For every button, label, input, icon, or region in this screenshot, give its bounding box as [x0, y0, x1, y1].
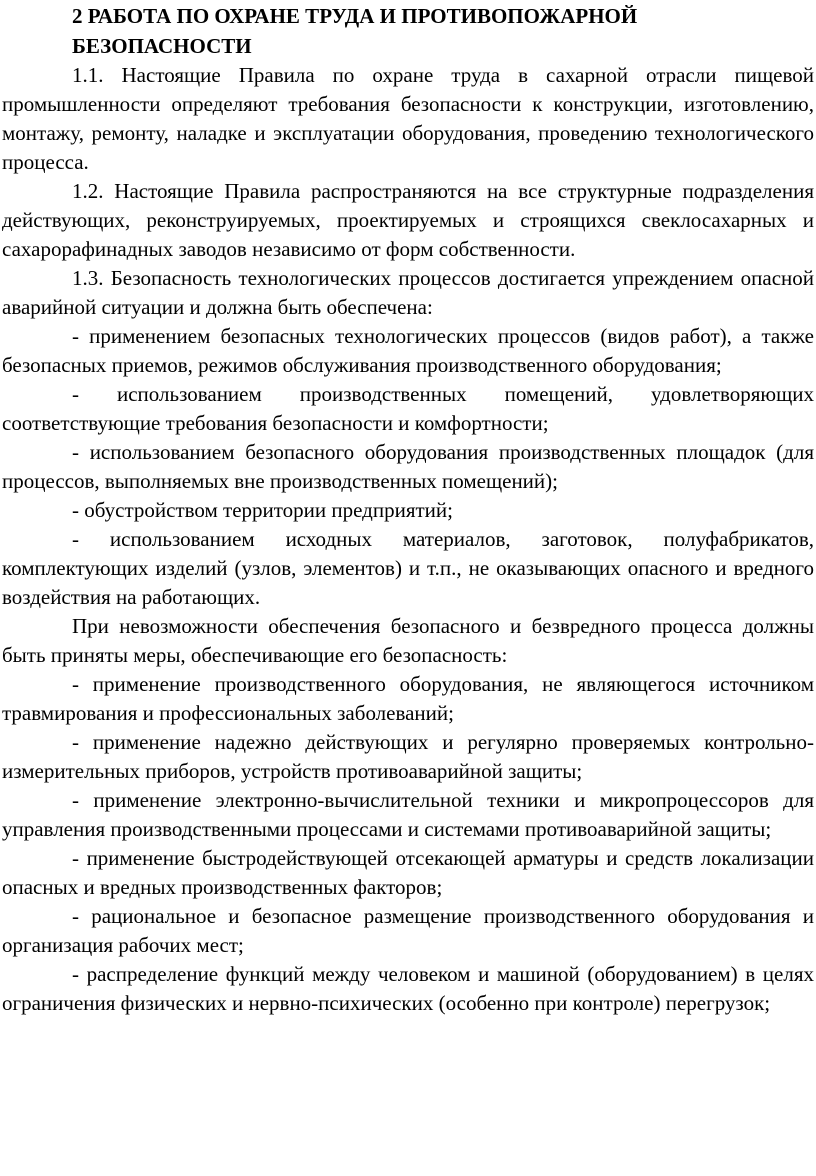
list-item: - применение надежно действующих и регулярно проверяемых контрольно-измерительных приборов, устройств противоаварийной защиты;: [2, 730, 814, 783]
list-item: - использованием безопасного оборудования производственных площадок (для процессов, выполняемых вне производственных помещений);: [2, 440, 814, 493]
paragraph-measures-intro: При невозможности обеспечения безопасного и безвредного процесса должны быть приняты меры, обеспечивающие его безопасность:: [2, 614, 814, 667]
paragraph-1-1: 1.1. Настоящие Правила по охране труда в сахарной отрасли пищевой промышленности определяют требования безопасности к конструкции, изготовлению, монтажу, ремонту, наладке и эксплуатации оборудования, проведению технологического процесса.: [2, 63, 814, 174]
list-item: - применение электронно-вычислительной техники и микропроцессоров для управления производственными процессами и системами противоаварийной защиты;: [2, 788, 814, 841]
list-item: - обустройством территории предприятий;: [72, 498, 453, 522]
list-item: - применением безопасных технологических процессов (видов работ), а также безопасных приемов, режимов обслуживания производственного оборудования;: [2, 324, 814, 377]
list-item: - распределение функций между человеком и машиной (оборудованием) в целях ограничения физических и нервно-психических (особенно при контроле) перегрузок;: [2, 962, 814, 1015]
list-item: - рациональное и безопасное размещение производственного оборудования и организация рабочих мест;: [2, 904, 814, 957]
list-item: - использованием производственных помещений, удовлетворяющих соответствующие требования безопасности и комфортности;: [2, 382, 814, 435]
section-heading: 2 РАБОТА ПО ОХРАНЕ ТРУДА И ПРОТИВОПОЖАРНОЙ БЕЗОПАСНОСТИ: [72, 4, 638, 58]
list-item: - применение производственного оборудования, не являющегося источником травмирования и профессиональных заболеваний;: [2, 672, 814, 725]
paragraph-1-2: 1.2. Настоящие Правила распространяются на все структурные подразделения действующих, реконструируемых, проектируемых и строящихся свеклосахарных и сахарорафинадных заводов независимо от форм собственности.: [2, 179, 814, 261]
paragraph-1-3: 1.3. Безопасность технологических процессов достигается упреждением опасной аварийной ситуации и должна быть обеспечена:: [2, 266, 814, 319]
list-item: - использованием исходных материалов, заготовок, полуфабрикатов, комплектующих изделий (узлов, элементов) и т.п., не оказывающих опасного и вредного воздействия на работающих.: [2, 527, 814, 609]
list-item: - применение быстродействующей отсекающей арматуры и средств локализации опасных и вредных производственных факторов;: [2, 846, 814, 899]
